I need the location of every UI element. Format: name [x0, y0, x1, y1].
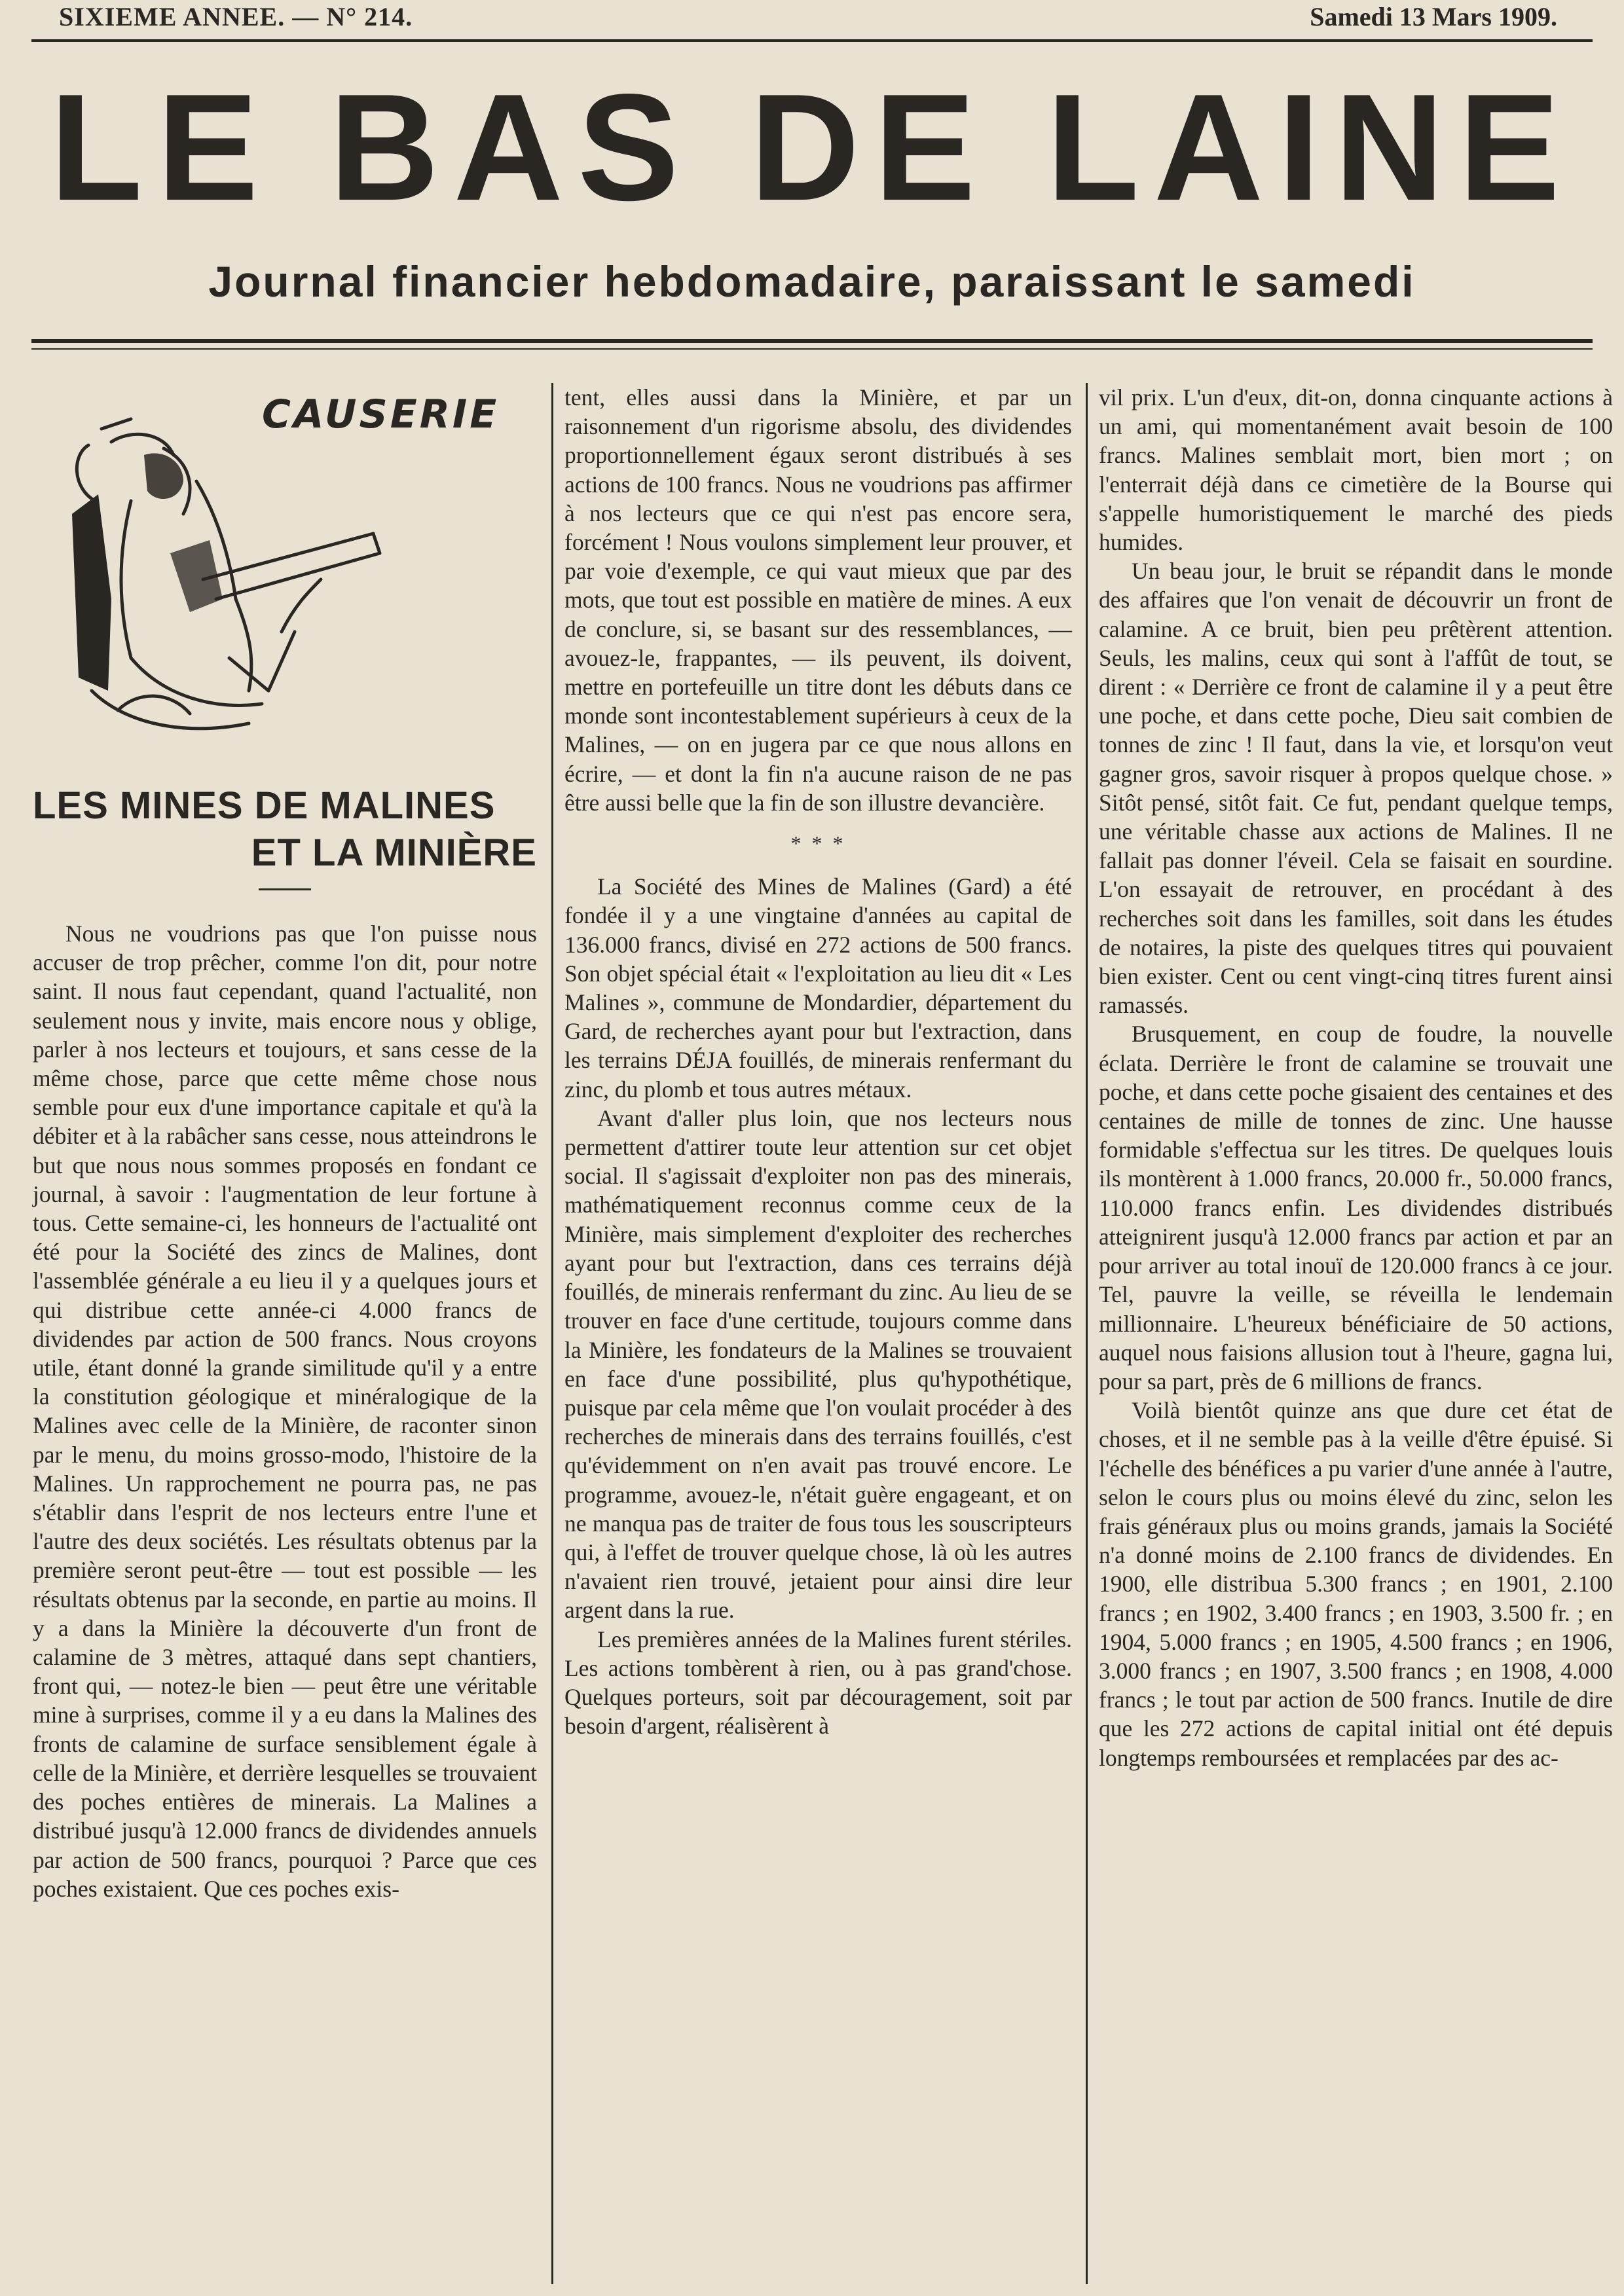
paragraph: Un beau jour, le bruit se répandit dans le monde des affaires que l'on venait de découvrir un front de calamine. A ce bruit, bien peu prêtèrent attention. Seuls, les malins, ceux qui sont à l'affût de tout, se dirent : « Derrière ce front de calamine il y a peut être une poche, et dans cette poche, Dieu sait combien de tonnes de zinc ! Il faut, dans la vie, et lorsqu'on veut gagner gros, savoir risquer à propos quelque chose. » Sitôt pensé, sitôt fait. Ce fut, pendant quelque temps, une véritable chasse aux actions de Malines. Il ne fallait pas donner l'éveil. Cela se faisait en sourdine. L'on essayait de retrouver, en procédant à des recherches soit dans les familles, soit dans les études de notaires, la piste des quelques titres qui pouvaient bien exister. Cent ou cent vingt-cinq titres furent ainsi ramassés.	[1099, 558, 1613, 1019]
paragraph: Les premières années de la Malines furent stériles. Les actions tombèrent à rien, ou à pas grand'chose. Quelques porteurs, soit par découragement, soit par besoin d'argent, réalisèrent à	[564, 1626, 1072, 1740]
paragraph: La Société des Mines de Malines (Gard) a été fondée il y a une vingtaine d'années au capital de 136.000 francs, divisé en 272 actions de 500 francs. Son objet spécial était « l'exploitation au lieu dit « Les Malines », commune de Mondardier, département du Gard, de recherches ayant pour but l'extraction, dans les terrains DÉJA fouillés, de minerais renfermant du zinc, du plomb et tous autres métaux.	[564, 873, 1072, 1102]
masthead-title: LE BAS DE LAINE	[50, 63, 1574, 232]
article-headline	[33, 782, 537, 877]
top-rule	[31, 39, 1593, 42]
masthead-rule-thick	[31, 339, 1593, 343]
top-line	[31, 0, 1593, 38]
masthead-subtitle: Journal financier hebdomadaire, paraissant le samedi	[208, 257, 1416, 306]
paragraph: Nous ne voudrions pas que l'on puisse nous accuser de trop prêcher, comme l'on dit, pour notre saint. Il nous faut cependant, quand l'actualité, non seulement nous y invite, mais encore nous y oblige, parler à nos lecteurs et toujours, et sans cesse de la même chose, parce que cette même chose nous semble pour eux d'une importance capitale et qu'à la débiter et à la rabâcher sans cesse, nous atteindrons le but que nous nous sommes proposés en fondant ce journal, à savoir : l'augmentation de leur fortune à tous. Cette semaine-ci, les honneurs de l'actualité ont été pour la Société des zincs de Malines, dont l'assemblée générale a eu lieu il y a quelques jours et qui distribue cette année-ci 4.000 francs de dividendes par action de 500 francs. Nous croyons utile, étant donné la grande similitude qu'il y a entre la constitution géologique et minéralogique de la Malines avec celle de la Minière, de raconter sinon par le menu, du moins grosso-modo, l'histoire de la Malines. Un rapprochement ne pourra pas, ne pas s'établir dans l'esprit de nos lecteurs entre l'une et l'autre des deux sociétés. Les résultats obtenus par la première seront peut-être — tout est possible — les résultats obtenus par la seconde, en partie au moins. Il y a dans la Minière la découverte d'un front de calamine de 3 mètres, attaqué dans sept chantiers, front qui, — notez-le bien — peut être une véritable mine à surprises, comme il y a eu dans la Malines des fronts de calamine de surface sensiblement égale à celle de la Minière, et derrière lesquelles se trouvaient des poches entières de minerais. La Malines a distribué jusqu'à 12.000 francs de dividendes annuels par action de 500 francs, pourquoi ? Parce que ces poches existaient. Que ces poches exis-	[33, 920, 537, 1902]
section-title: CAUSERIE	[262, 392, 500, 437]
edition-number: SIXIEME ANNEE. — N° 214.	[59, 2, 413, 31]
column-divider	[1086, 383, 1088, 2284]
headline-line-2: ET LA MINIÈRE	[251, 831, 537, 874]
headline-rule	[259, 888, 311, 890]
issue-date: Samedi 13 Mars 1909.	[1310, 2, 1557, 31]
reader-figure-illustration	[33, 383, 537, 750]
column-divider	[551, 383, 553, 2284]
paragraph: vil prix. L'un d'eux, dit-on, donna cinquante actions à un ami, qui momentanément avait besoin de 100 francs. Malines semblait mort, bien mort ; on l'enterrait déjà dans ce cimetière de la Bourse qui s'appelle humoristiquement le marché des pieds humides.	[1099, 384, 1613, 556]
paragraph: Avant d'aller plus loin, que nos lecteurs nous permettent d'attirer toute leur attention sur cet objet social. Il s'agissait d'exploiter non pas des minerais, mathématiquement reconnus comme ceux de la Minière, mais simplement d'exploiter des recherches ayant pour but l'extraction, dans ces terrains déjà fouillés, de minerais renfermant du zinc. Au lieu de se trouver en face d'une certitude, toujours comme dans la Minière, les fondateurs de la Malines se trouvaient en face d'une possibilité, plus qu'hypothétique, puisque par cela même que l'on voulait procéder à des recherches de minerais dans des terrains fouillés, c'est qu'évidemment on n'en avait pas trouvé encore. Le programme, avouez-le, n'était guère engageant, et on ne manqua pas de traiter de fous tous les souscripteurs qui, à l'effet de trouver quelque chose, là où les autres n'avaient rien trouvé, jetaient pour ainsi dire leur argent dans la rue.	[564, 1104, 1072, 1624]
causerie-illustration	[33, 383, 537, 750]
article-column-1	[33, 383, 537, 1903]
paragraph: Voilà bientôt quinze ans que dure cet état de choses, et il ne semble pas à la veille d'être épuisé. Si l'échelle des bénéfices a pu varier d'une année à l'autre, selon le cours plus ou moins élevé du zinc, selon les frais généraux plus ou moins grands, jamais la Société n'a donné moins de 2.100 francs de dividendes. En 1900, elle distribua 5.300 francs ; en 1901, 2.100 francs ; en 1902, 3.400 francs ; en 1903, 3.500 fr. ; en 1904, 5.000 francs ; en 1905, 4.500 francs ; en 1906, 3.000 francs ; en 1907, 3.500 francs ; en 1908, 4.000 francs ; le tout par action de 500 francs. Inutile de dire que les 272 actions de capital initial ont été depuis longtemps remboursées et remplacées par des ac-	[1099, 1397, 1613, 1771]
article-column-3	[1099, 383, 1613, 1772]
headline-line-1: LES MINES DE MALINES	[33, 784, 496, 827]
paragraph: Brusquement, en coup de foudre, la nouvelle éclata. Derrière le front de calamine se trouvait une poche, et dans cette poche gisaient des centaines et des centaines de mille de tonnes de zinc. Une hausse formidable s'effectua sur les titres. De quelques louis ils montèrent à 1.000 francs, 20.000 fr., 50.000 francs, 110.000 francs enfin. Les dividendes distribués atteignirent jusqu'à 12.000 francs par action et par an pour arriver au total inouï de 120.000 francs à ce jour. Tel, pauvre la veille, se réveilla le lendemain millionnaire. L'heureux bénéficiaire de 50 actions, auquel nous faisions allusion tout à l'heure, gagna lui, pour sa part, près de 6 millions de francs.	[1099, 1021, 1613, 1394]
masthead-rule-thin	[31, 348, 1593, 350]
article-column-2	[564, 383, 1072, 1740]
section-separator: * * *	[790, 831, 846, 856]
paragraph: tent, elles aussi dans la Minière, et par un raisonnement d'un rigorisme absolu, des dividendes proportionnellement égaux seront distribués à ses actions de 100 francs. Nous ne voudrions pas affirmer à nos lecteurs que ce qui n'est pas encore sera, forcément ! Nous voulons simplement leur prouver, et par voie d'exemple, ce qui vaut mieux que par des mots, que tout est possible en matière de mines. A eux de conclure, si, se basant sur des ressemblances, — avouez-le, frappantes, — ils peuvent, ils doivent, mettre en portefeuille un titre dont les débuts dans ce monde sont incontestablement supérieurs à ceux de la Malines, — on en jugera par ce que nous allons en écrire, — et dont la fin n'a aucune raison de ne pas être aussi belle que la fin de son illustre devancière.	[564, 384, 1072, 816]
